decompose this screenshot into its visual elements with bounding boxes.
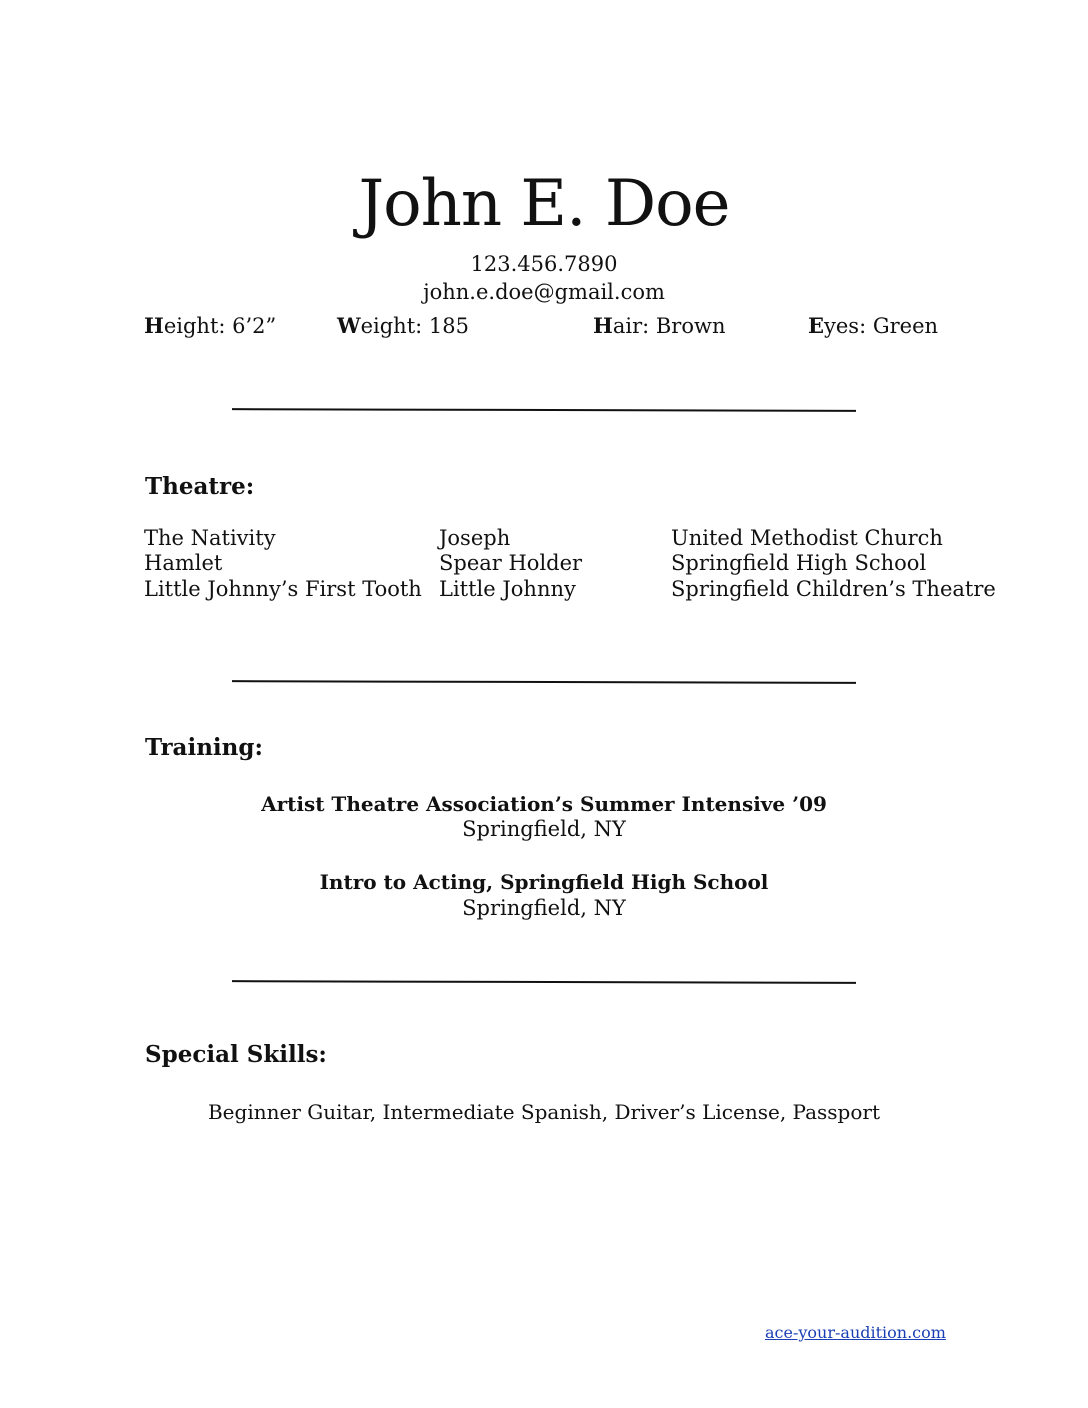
skills-heading: Special Skills:: [145, 1041, 327, 1068]
stat-hair: [593, 313, 725, 338]
theatre-show: Hamlet: [144, 551, 223, 575]
theatre-role: Little Johnny: [439, 577, 576, 601]
theatre-role: Spear Holder: [439, 551, 583, 575]
footer-website-link[interactable]: ace-your-audition.com: [765, 1323, 946, 1342]
training-item-title: Intro to Acting, Springfield High School: [319, 870, 769, 894]
phone-number: 123.456.7890: [470, 252, 618, 276]
divider-1: [232, 408, 856, 412]
training-item-location: Springfield, NY: [462, 896, 626, 920]
divider-3: [232, 980, 856, 984]
theatre-show: Little Johnny’s First Tooth: [144, 577, 422, 601]
stat-weight: [337, 313, 469, 338]
stat-height-value: eight: 6’2”: [163, 314, 277, 338]
stat-eyes-value: yes: Green: [824, 314, 939, 338]
stat-weight-value: eight: 185: [360, 314, 469, 338]
stat-eyes-initial: E: [808, 313, 825, 338]
resume-name: John E. Doe: [358, 167, 730, 241]
training-item-location: Springfield, NY: [462, 817, 626, 841]
divider-2: [232, 680, 856, 684]
theatre-show: The Nativity: [144, 526, 276, 550]
stat-height: [144, 313, 276, 338]
theatre-venue: Springfield High School: [671, 551, 927, 575]
theatre-venue: United Methodist Church: [671, 526, 943, 550]
training-item-title: Artist Theatre Association’s Summer Intensive ’09: [261, 792, 827, 816]
stat-eyes: [808, 313, 938, 338]
email-address: john.e.doe@gmail.com: [423, 280, 665, 304]
stat-height-initial: H: [144, 313, 164, 338]
theatre-role: Joseph: [439, 526, 511, 550]
theatre-venue: Springfield Children’s Theatre: [671, 577, 996, 601]
stat-weight-initial: W: [337, 313, 361, 338]
stat-hair-value: air: Brown: [612, 314, 726, 338]
training-heading: Training:: [145, 734, 263, 761]
stat-hair-initial: H: [593, 313, 613, 338]
theatre-heading: Theatre:: [145, 473, 255, 500]
skills-list: Beginner Guitar, Intermediate Spanish, Driver’s License, Passport: [207, 1100, 880, 1124]
